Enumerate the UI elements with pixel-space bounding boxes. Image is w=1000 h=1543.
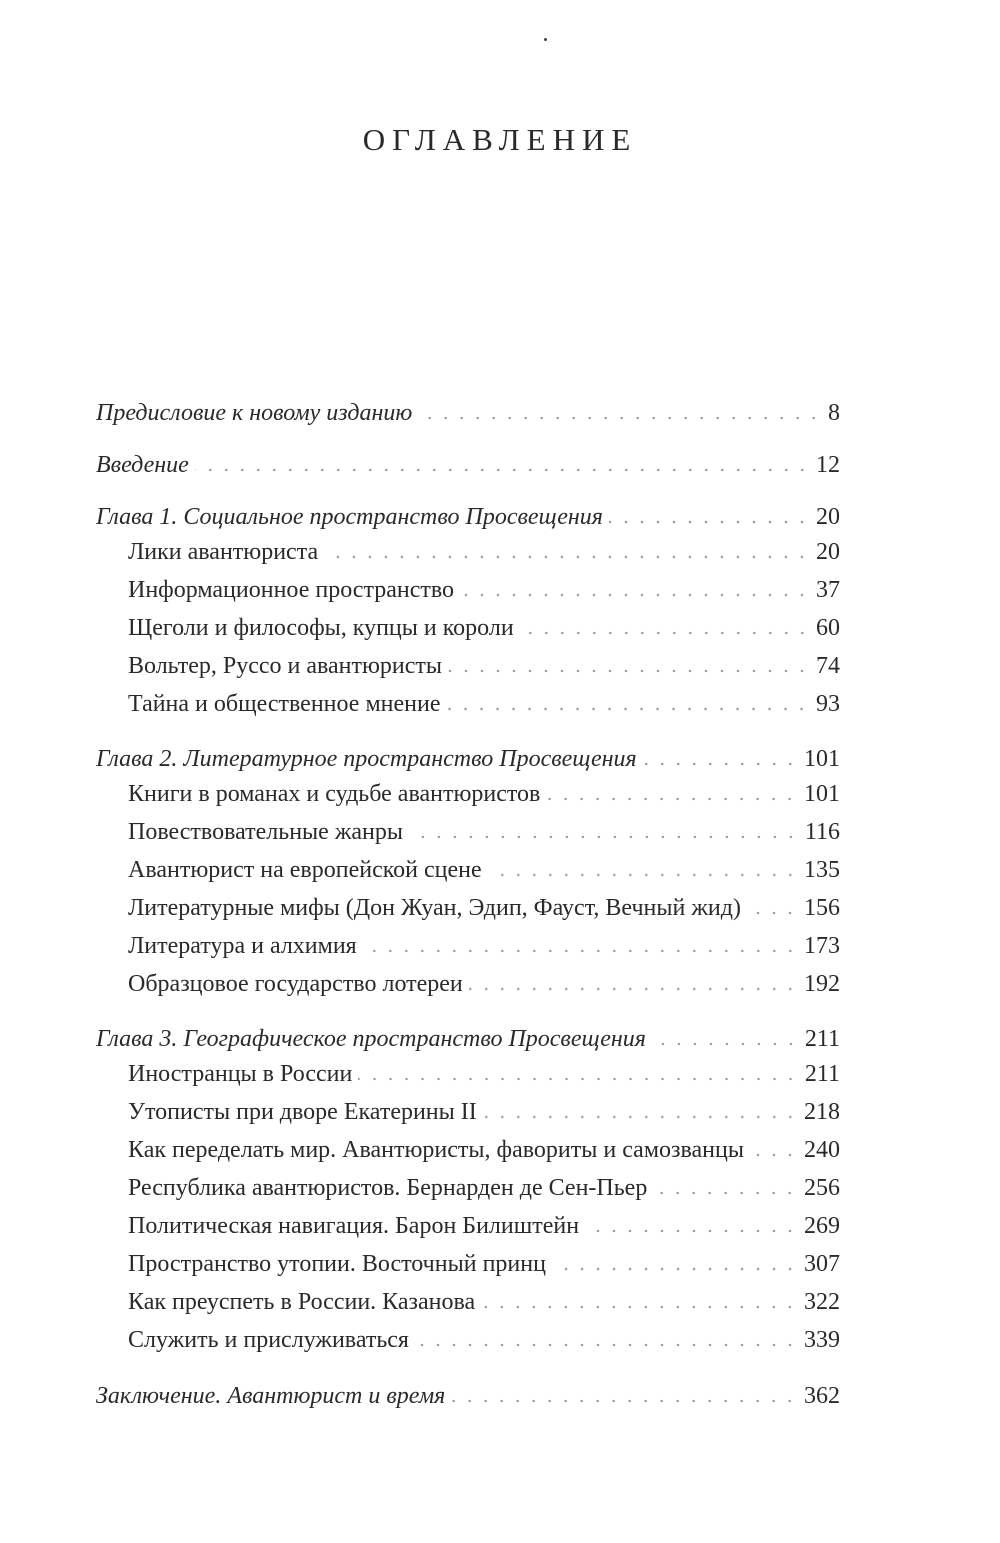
dot-leader (488, 873, 798, 877)
toc-entry-page: 173 (804, 933, 840, 959)
toc-entry-title: Заключение. Авантюрист и время (96, 1383, 446, 1409)
toc-entry-title: Республика авантюристов. Бернарден де Сен-Пьер (128, 1175, 648, 1201)
dot-leader (585, 1229, 798, 1233)
toc-entry-section[interactable] (128, 537, 840, 567)
dot-leader (460, 593, 810, 597)
toc-entry-title: Образцовое государство лотереи (128, 971, 463, 997)
dot-leader (481, 1305, 798, 1309)
toc-entry-section[interactable] (128, 969, 840, 999)
toc-entry-section[interactable] (128, 1211, 840, 1241)
toc-entry-title: Литература и алхимия (128, 933, 357, 959)
toc-entry-page: 116 (804, 819, 840, 845)
toc-entry-page: 192 (804, 971, 840, 997)
toc-entry-chapter-2[interactable] (96, 744, 840, 774)
toc-entry-page: 101 (804, 781, 840, 807)
toc-entry-title: Повествовательные жанры (128, 819, 404, 845)
dot-leader (643, 762, 798, 766)
toc-entry-title: Глава 1. Социальное пространство Просвещения (96, 504, 603, 530)
toc-entry-page: 307 (804, 1251, 840, 1277)
toc-entry-title: Как переделать мир. Авантюристы, фавориты и самозванцы (128, 1137, 744, 1163)
toc-entry-section[interactable] (128, 1249, 840, 1279)
toc-entry-page: 240 (804, 1137, 840, 1163)
toc-entry-title: Книги в романах и судьбе авантюристов (128, 781, 541, 807)
toc-entry-section[interactable] (128, 817, 840, 847)
toc-entry-section[interactable] (128, 575, 840, 605)
toc-entry-page: 8 (828, 400, 840, 426)
toc-entry-title: Литературные мифы (Дон Жуан, Эдип, Фауст, Вечный жид) (128, 895, 741, 921)
toc-entry-preface[interactable] (96, 398, 840, 428)
toc-entry-page: 256 (804, 1175, 840, 1201)
toc-entry-page: 101 (804, 746, 840, 772)
toc-entry-page: 12 (816, 452, 840, 478)
toc-entry-page: 156 (804, 895, 840, 921)
toc-entry-page: 211 (804, 1061, 840, 1087)
dot-leader (652, 1042, 799, 1046)
toc-entry-title: Как преуспеть в России. Казанова (128, 1289, 476, 1315)
toc-entry-title: Предисловие к новому изданию (96, 400, 413, 426)
toc-entry-page: 135 (804, 857, 840, 883)
toc-entry-title: Пространство утопии. Восточный принц (128, 1251, 546, 1277)
toc-entry-page: 60 (816, 615, 840, 641)
dot-leader (520, 631, 810, 635)
toc-entry-title: Глава 3. Географическое пространство Просвещения (96, 1026, 646, 1052)
toc-entry-page: 362 (804, 1383, 840, 1409)
toc-entry-title: Утописты при дворе Екатерины II (128, 1099, 477, 1125)
toc-entry-page: 269 (804, 1213, 840, 1239)
dot-leader (448, 669, 810, 673)
toc-entry-title: Введение (96, 452, 189, 478)
toc-entry-page: 74 (816, 653, 840, 679)
toc-entry-page: 322 (804, 1289, 840, 1315)
toc-entry-page: 211 (804, 1026, 840, 1052)
toc-entry-title: Служить и прислуживаться (128, 1327, 409, 1353)
toc-entry-section[interactable] (128, 1059, 840, 1089)
toc-entry-section[interactable] (128, 1097, 840, 1127)
dot-leader (469, 987, 798, 991)
toc-entry-section[interactable] (128, 1287, 840, 1317)
toc-entry-page: 218 (804, 1099, 840, 1125)
toc-heading: ОГЛАВЛЕНИЕ (362, 122, 638, 157)
toc-entry-section[interactable] (128, 689, 840, 719)
dot-leader (358, 1077, 799, 1081)
page-mark-dot (544, 38, 547, 41)
dot-leader (483, 1115, 798, 1119)
toc-entry-section[interactable] (128, 855, 840, 885)
toc-entry-title: Глава 2. Литературное пространство Просвещения (96, 746, 637, 772)
dot-leader (409, 835, 799, 839)
toc-entry-section[interactable] (128, 779, 840, 809)
toc-entry-page: 93 (816, 691, 840, 717)
dot-leader (747, 911, 798, 915)
dot-leader (195, 468, 810, 472)
toc-entry-title: Политическая навигация. Барон Билиштейн (128, 1213, 580, 1239)
toc-entry-chapter-1[interactable] (96, 502, 840, 532)
toc-entry-title: Вольтер, Руссо и авантюристы (128, 653, 443, 679)
dot-leader (415, 1343, 798, 1347)
dot-leader (653, 1191, 798, 1195)
toc-entry-page: 37 (816, 577, 840, 603)
toc-entry-section[interactable] (128, 1325, 840, 1355)
toc-entry-introduction[interactable] (96, 450, 840, 480)
toc-entry-section[interactable] (128, 931, 840, 961)
dot-leader (446, 707, 810, 711)
toc-entry-section[interactable] (128, 651, 840, 681)
dot-leader (552, 1267, 798, 1271)
toc-entry-section[interactable] (128, 893, 840, 923)
dot-leader (324, 555, 810, 559)
toc-entry-title: Щеголи и философы, купцы и короли (128, 615, 514, 641)
toc-entry-title: Информационное пространство (128, 577, 455, 603)
toc-entry-title: Авантюрист на европейской сцене (128, 857, 482, 883)
dot-leader (546, 797, 798, 801)
toc-entry-section[interactable] (128, 1135, 840, 1165)
dot-leader (451, 1399, 798, 1403)
toc-entry-section[interactable] (128, 1173, 840, 1203)
toc-entry-title: Лики авантюриста (128, 539, 319, 565)
toc-entry-title: Иностранцы в России (128, 1061, 353, 1087)
dot-leader (609, 520, 810, 524)
toc-entry-conclusion[interactable] (96, 1381, 840, 1411)
toc-entry-chapter-3[interactable] (96, 1024, 840, 1054)
toc-entry-page: 20 (816, 539, 840, 565)
dot-leader (363, 949, 798, 953)
toc-entry-title: Тайна и общественное мнение (128, 691, 441, 717)
dot-leader (418, 416, 822, 420)
dot-leader (750, 1153, 798, 1157)
toc-entry-section[interactable] (128, 613, 840, 643)
toc-entry-page: 339 (804, 1327, 840, 1353)
toc-entry-page: 20 (816, 504, 840, 530)
